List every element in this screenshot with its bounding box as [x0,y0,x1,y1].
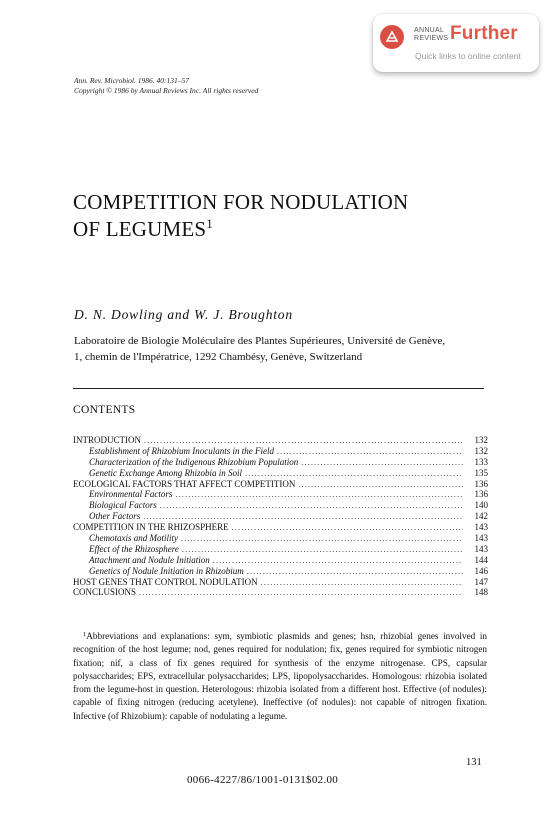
journal-citation [74,76,258,95]
toc-leader-dots [298,480,463,491]
toc-entry-title: CONCLUSIONS [73,587,137,598]
toc-entry[interactable] [73,566,488,577]
toc-entry-title: Attachment and Nodule Initiation [89,554,210,565]
toc-entry[interactable] [73,468,488,479]
contents-heading: CONTENTS [73,404,136,416]
toc-leader-dots [175,490,463,501]
toc-entry[interactable] [73,511,488,522]
table-of-contents [73,435,488,598]
toc-entry-page: 140 [474,500,488,511]
citation-line-1: Ann. Rev. Microbiol. 1986. 40:131–57 [74,76,189,85]
toc-entry[interactable] [73,544,488,555]
toc-entry-title: Genetics of Nodule Initiation in Rhizobium [89,565,244,576]
author-affiliation [74,333,494,365]
toc-entry-page: 146 [474,565,488,576]
affiliation-line-2: 1, chemin de l'Impératrice, 1292 Chambésy, Genève, Switzerland [74,351,363,363]
toc-entry[interactable] [73,500,488,511]
toc-entry-page: 147 [474,576,488,587]
toc-leader-dots [213,556,463,567]
toc-leader-dots [182,545,463,556]
toc-leader-dots [261,578,463,589]
affiliation-line-1: Laboratoire de Biologie Moléculaire des Plantes Supérieures, Université de Genève, [74,335,446,347]
badge-small-line1: ANNUAL [414,27,445,34]
further-badge[interactable] [373,14,539,72]
toc-entry-title: Biological Factors [89,500,157,511]
section-divider [73,388,484,389]
toc-entry[interactable] [73,446,488,457]
toc-leader-dots [181,534,463,545]
toc-entry-title: COMPETITION IN THE RHIZOSPHERE [73,522,229,533]
toc-entry-title: Environmental Factors [89,489,173,500]
toc-entry-page: 136 [474,489,488,500]
toc-entry-page: 142 [474,511,488,522]
citation-line-2: Copyright © 1986 by Annual Reviews Inc. All rights reserved [74,85,259,95]
toc-entry-page: 143 [474,543,488,554]
toc-entry-title: ECOLOGICAL FACTORS THAT AFFECT COMPETITION [73,478,296,489]
article-title [73,189,408,243]
toc-leader-dots [232,523,463,534]
toc-entry-page: 133 [474,456,488,467]
toc-entry-page: 132 [474,445,488,456]
toc-entry[interactable] [73,522,488,533]
annual-reviews-logo-icon [380,25,404,49]
badge-subtitle: Quick links to online content [415,51,521,61]
toc-entry[interactable] [73,555,488,566]
badge-further-label: Further [450,23,518,44]
toc-entry-title: Genetic Exchange Among Rhizobia in Soil [89,467,243,478]
footnote-text: Abbreviations and explanations: sym, symbiotic plasmids and genes; hsn, rhizobial genes involved in recognition of the host legume; nod, genes required for nodulation; fix, genes required for symbiotic nitrogen fixation; nif, a class of fix genes required for synthesis of the enzyme nitrogenase. CPS, capsular polysaccharides; EPS, extracellular polysaccharides; LPS, lipopolysaccharides. Homologous: rhizobia isolated from the legume-host in question. Heterologous: rhizobia isolated from a different host. Effective (of nodules): capable of fixing nitrogen (reducing acetylene). Ineffective (of nodules): not capable of nitrogen fixation. Infective (of Rhizobium): capable of nodulating a legume. [73,631,487,721]
badge-annual-reviews-label [414,27,454,43]
page-number: 131 [466,757,482,768]
toc-entry-title: Characterization of the Indigenous Rhizobium Population [89,456,299,467]
toc-leader-dots [160,501,463,512]
toc-entry-page: 135 [474,467,488,478]
toc-leader-dots [139,588,463,599]
toc-entry-title: Effect of the Rhizosphere [89,543,179,554]
toc-entry-page: 143 [474,522,488,533]
toc-entry-page: 143 [474,533,488,544]
article-authors: D. N. Dowling and W. J. Broughton [74,307,293,322]
title-footnote-mark[interactable]: 1 [206,216,213,231]
toc-entry[interactable] [73,533,488,544]
toc-leader-dots [301,458,463,469]
toc-entry[interactable] [73,457,488,468]
toc-entry-page: 136 [474,478,488,489]
toc-entry-page: 144 [474,554,488,565]
toc-entry[interactable] [73,489,488,500]
toc-entry-title: HOST GENES THAT CONTROL NODULATION [73,576,258,587]
toc-entry-title: Chemotaxis and Motility [89,533,178,544]
footnote [73,630,487,723]
toc-entry-page: 148 [474,587,488,598]
footnote-mark: 1 [83,631,87,638]
toc-entry-title: Establishment of Rhizobium Inoculants in the Field [89,445,274,456]
toc-entry[interactable] [73,587,488,598]
toc-entry[interactable] [73,577,488,588]
title-line-2: OF LEGUMES [73,217,207,241]
toc-leader-dots [247,567,463,578]
issn-code: 0066-4227/86/1001-0131$02.00 [187,774,339,786]
toc-entry[interactable] [73,435,488,446]
toc-entry-title: Other Factors [89,511,141,522]
toc-entry-title: INTRODUCTION [73,435,141,445]
toc-leader-dots [277,447,463,458]
toc-entry[interactable] [73,479,488,490]
toc-entry-page: 132 [474,435,488,445]
title-line-1: COMPETITION FOR NODULATION [73,190,409,214]
badge-small-line2: REVIEWS [414,35,449,42]
